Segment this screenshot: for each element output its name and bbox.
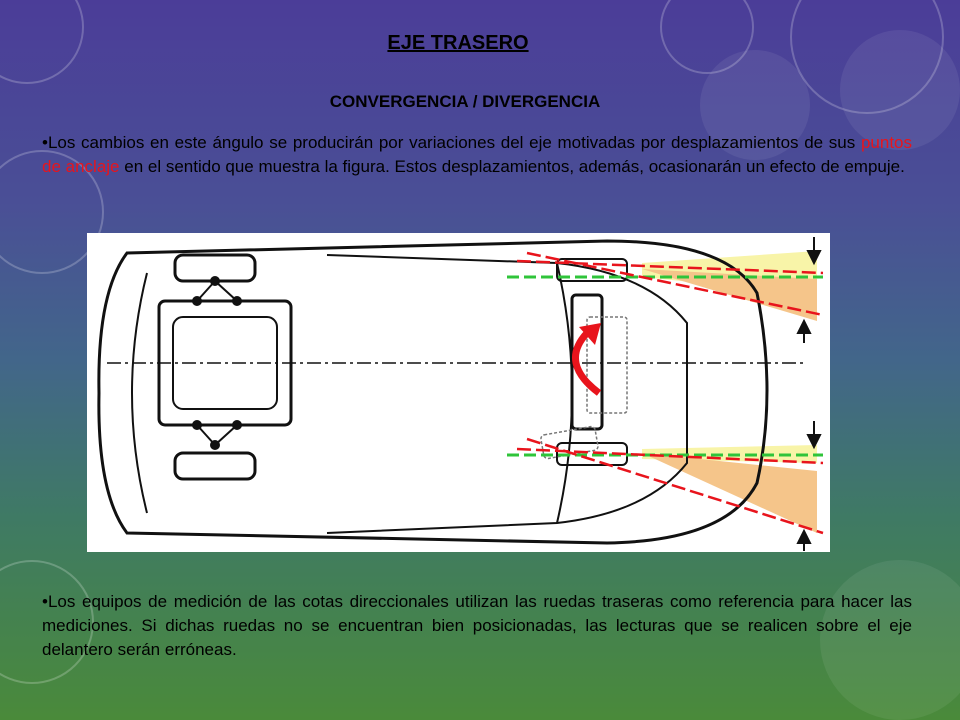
paragraph-1-text: •Los cambios en este ángulo se producirán por variaciones del eje motivadas por desplazamientos de sus [42, 133, 861, 152]
front-wheel-right [175, 453, 255, 479]
slide-title: EJE TRASERO [387, 32, 529, 54]
rear-window [557, 263, 572, 523]
car-top-view-diagram [87, 233, 830, 552]
paragraph-1 [42, 131, 912, 179]
highlight-anchor-points: puntos de anclaje [42, 133, 912, 176]
front-bumper [132, 273, 147, 513]
paragraph-2: •Los equipos de medición de las cotas direccionales utilizan las ruedas traseras como referencia para hacer las mediciones. Si dichas ruedas no se encuentran bien posicionadas, las lecturas que se realicen sobre el eje delantero serán erróneas. [42, 592, 912, 659]
paragraph-1-text-end: en el sentido que muestra la figura. Estos desplazamientos, además, ocasionarán un efecto de empuje. [119, 157, 905, 176]
slide-subtitle: CONVERGENCIA / DIVERGENCIA [329, 92, 601, 111]
car-axle-figure [87, 233, 830, 552]
cabin-outline [327, 255, 687, 533]
car-body [99, 241, 767, 543]
cone-bottom [642, 453, 817, 533]
